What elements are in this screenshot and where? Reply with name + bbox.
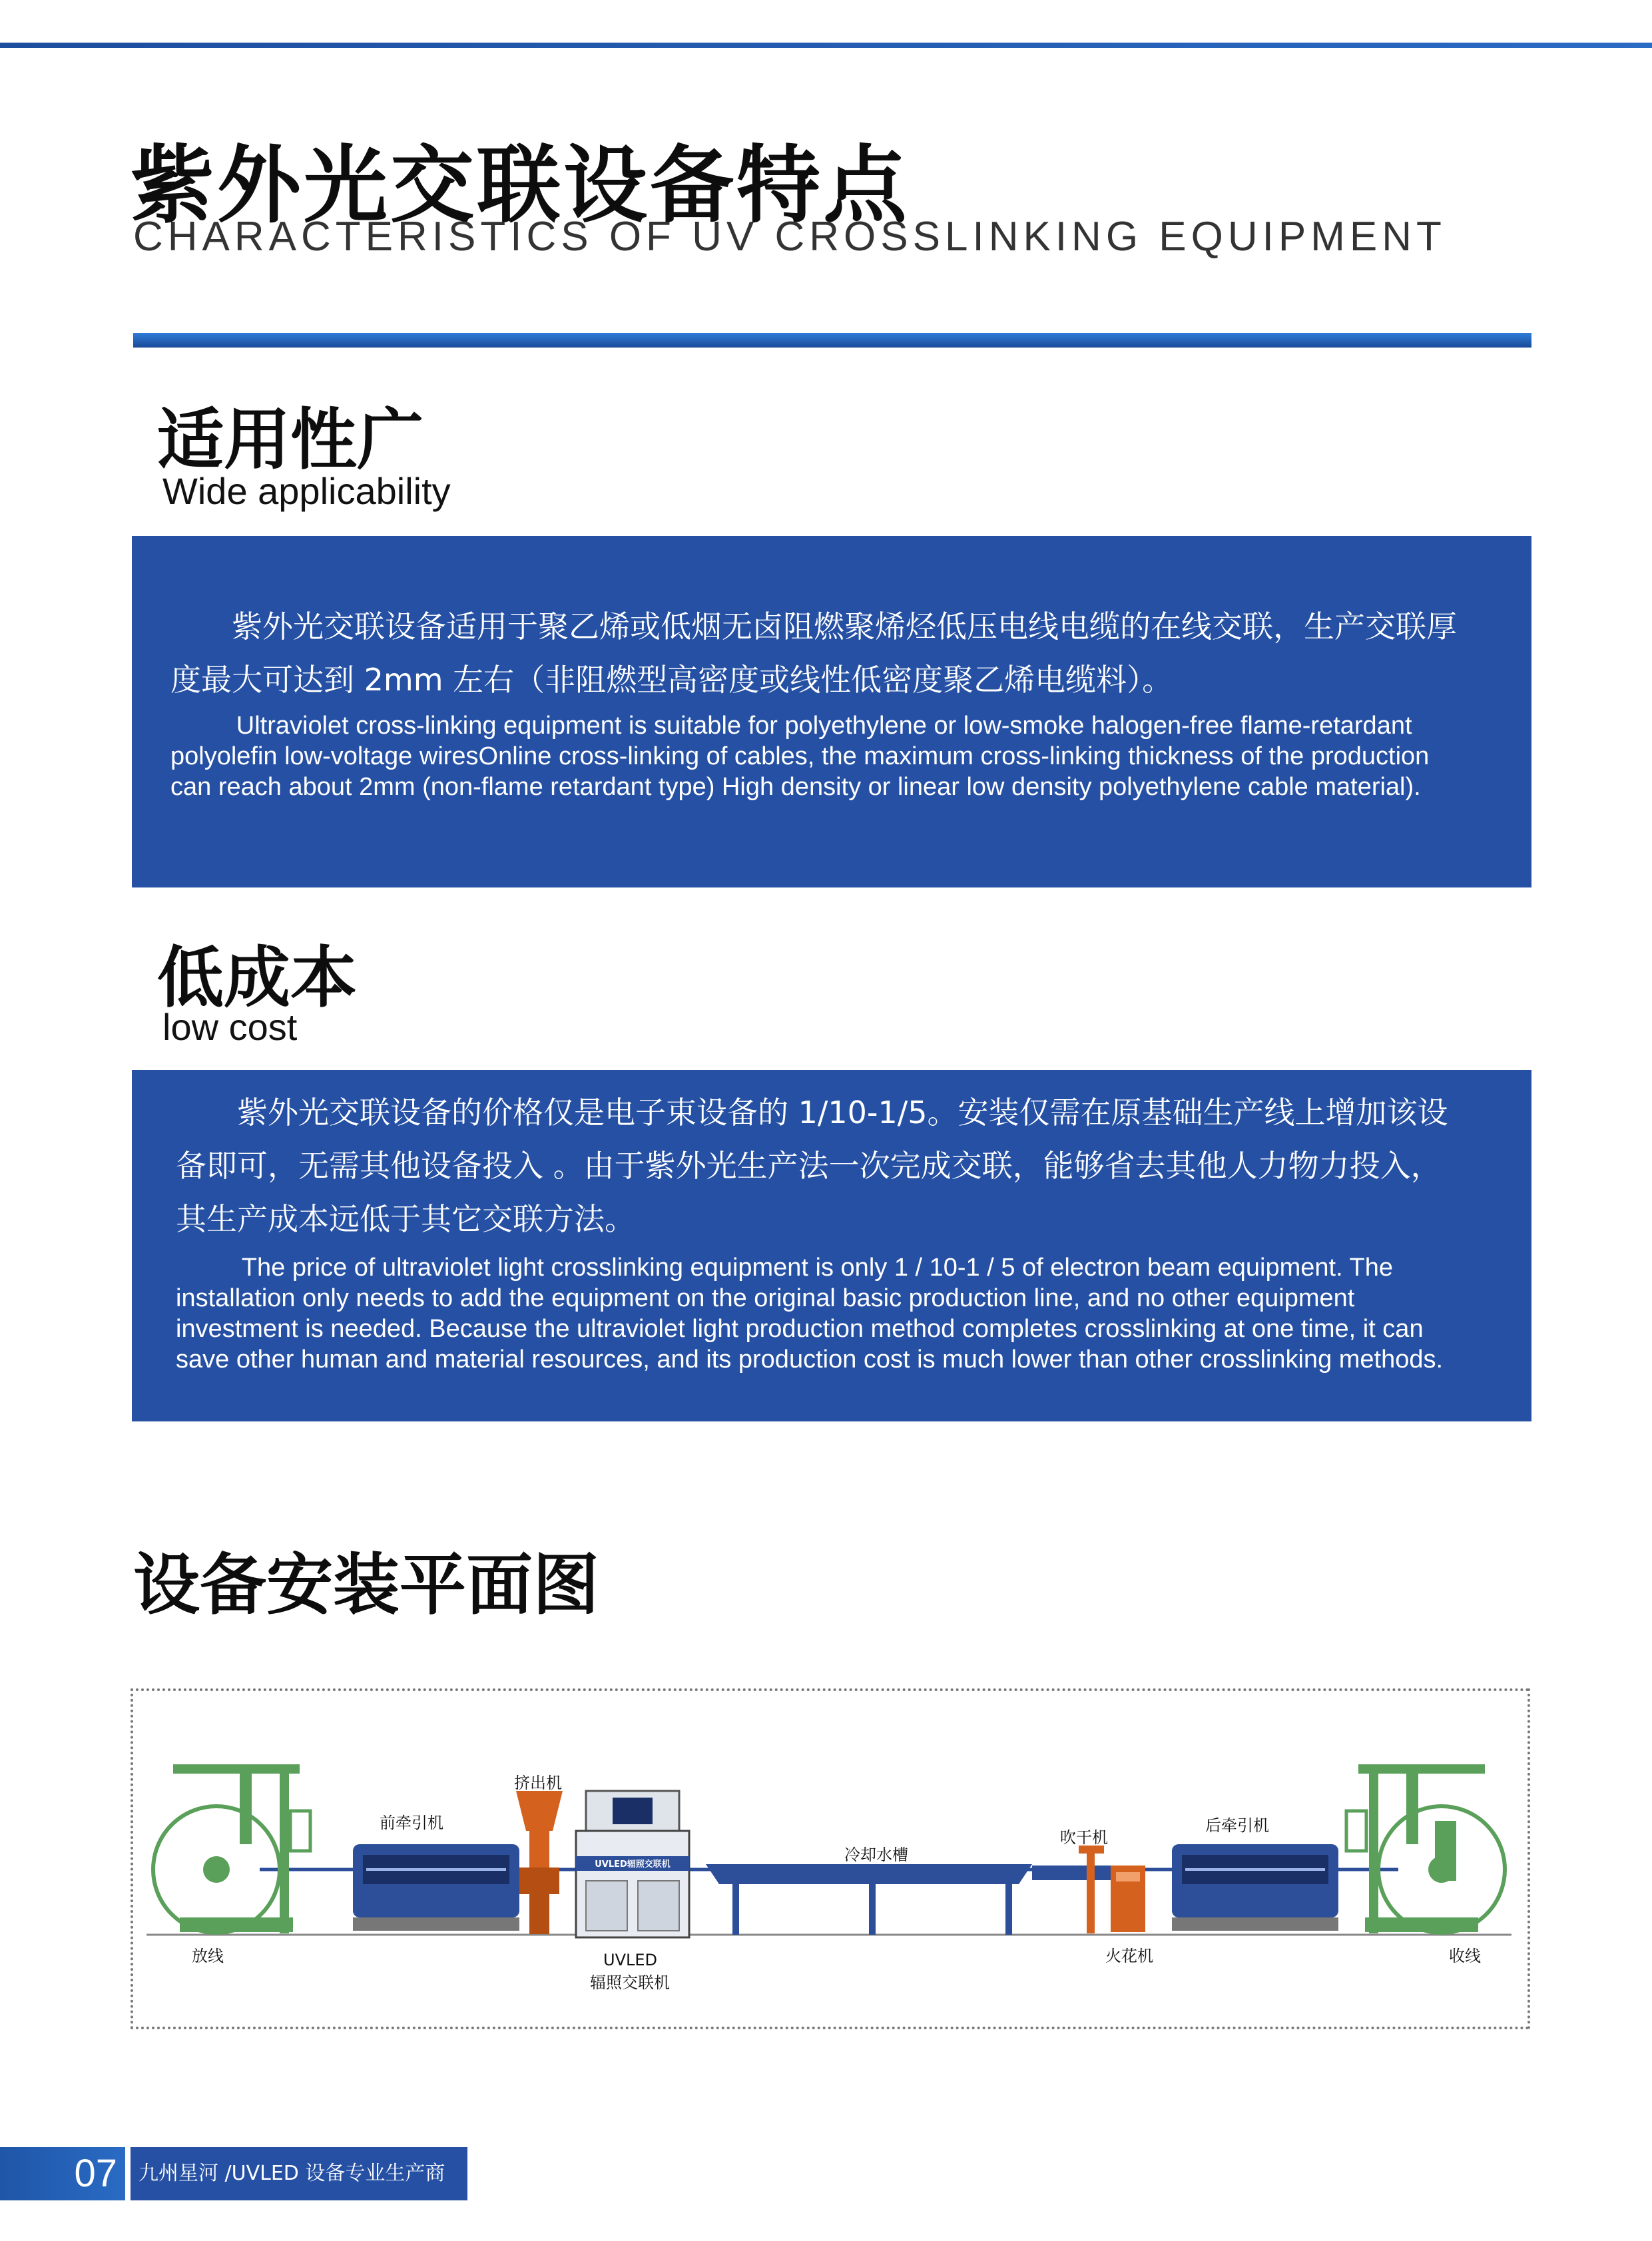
low-cost-text-cn: 紫外光交联设备的价格仅是电子束设备的 1/10-1/5。安装仅需在原基础生产线上增加该设备即可，无需其他设备投入 。由于紫外光生产法一次完成交联，能够省去其他人力物力投入，其生产成本远低于其它交联方法。 bbox=[176, 1095, 1448, 1237]
top-rule bbox=[0, 43, 1652, 48]
section-divider bbox=[133, 333, 1531, 348]
label-uvled-crosslinker: 辐照交联机 bbox=[590, 1973, 670, 1992]
page-subtitle: CHARACTERISTICS OF UV CROSSLINKING EQUIPMENT bbox=[133, 214, 1446, 260]
rear-capstan-machine bbox=[1172, 1844, 1338, 1931]
footer-company: 九州星河 /UVLED 设备专业生产商 bbox=[131, 2147, 467, 2200]
extruder-machine bbox=[516, 1791, 563, 1934]
applicability-panel bbox=[132, 536, 1531, 887]
label-uvled: UVLED bbox=[603, 1951, 657, 1969]
front-capstan-machine bbox=[353, 1844, 519, 1931]
label-extruder: 挤出机 bbox=[514, 1774, 562, 1792]
takeup-stand bbox=[1346, 1764, 1505, 1933]
page-title: 紫外光交联设备特点 bbox=[131, 136, 910, 234]
cabinet-nameplate: UVLED辐照交联机 bbox=[595, 1860, 671, 1869]
production-line-illustration bbox=[133, 1691, 1527, 2027]
installation-layout-diagram bbox=[131, 1688, 1530, 2029]
section-subheading-applicability: Wide applicability bbox=[162, 470, 451, 512]
payoff-stand bbox=[153, 1764, 310, 1933]
uvled-cabinet bbox=[576, 1791, 689, 1937]
section-heading-low-cost: 低成本 bbox=[157, 939, 357, 1017]
applicability-text-cn: 紫外光交联设备适用于聚乙烯或低烟无卤阻燃聚烯烃低压电线电缆的在线交联，生产交联厚度最大可达到 2mm 左右（非阻燃型高密度或线性低密度聚乙烯电缆料）。 bbox=[170, 609, 1457, 698]
section-subheading-low-cost: low cost bbox=[162, 1006, 298, 1048]
label-takeup: 收线 bbox=[1449, 1947, 1481, 1965]
label-front-capstan: 前牵引机 bbox=[380, 1814, 443, 1832]
spark-tester-machine bbox=[1111, 1866, 1145, 1932]
low-cost-panel bbox=[132, 1070, 1531, 1421]
label-cooling-trough: 冷却水槽 bbox=[844, 1846, 908, 1864]
section-heading-applicability: 适用性广 bbox=[157, 401, 423, 479]
page-number: 07 bbox=[0, 2147, 125, 2200]
applicability-text-en: Ultraviolet cross-linking equipment is suitable for polyethylene or low-smoke halogen-free flame-retardant polyolefin low-voltage wiresOnline cross-linking of cables, the maximum cross-linking thickness of the production can reach about 2mm (non-flame retardant type) High density or linear low density polyethylene cable material). bbox=[170, 712, 1430, 801]
label-payoff: 放线 bbox=[192, 1947, 224, 1965]
label-blower: 吹干机 bbox=[1060, 1828, 1108, 1847]
blower-machine bbox=[1079, 1846, 1104, 1933]
cooling-trough bbox=[706, 1864, 1132, 1935]
label-rear-capstan: 后牵引机 bbox=[1205, 1816, 1269, 1835]
low-cost-text-en: The price of ultraviolet light crosslinking equipment is only 1 / 10-1 / 5 of electron beam equipment. The installation only needs to add the equipment on the original basic production line, and no other equipment investment is needed. Because the ultraviolet light production method completes crosslinking at one time, it can save other human and material resources, and its production cost is much lower than other crosslinking methods. bbox=[176, 1254, 1444, 1373]
section-heading-installation-layout: 设备安装平面图 bbox=[133, 1546, 599, 1624]
label-spark-tester: 火花机 bbox=[1105, 1947, 1153, 1965]
